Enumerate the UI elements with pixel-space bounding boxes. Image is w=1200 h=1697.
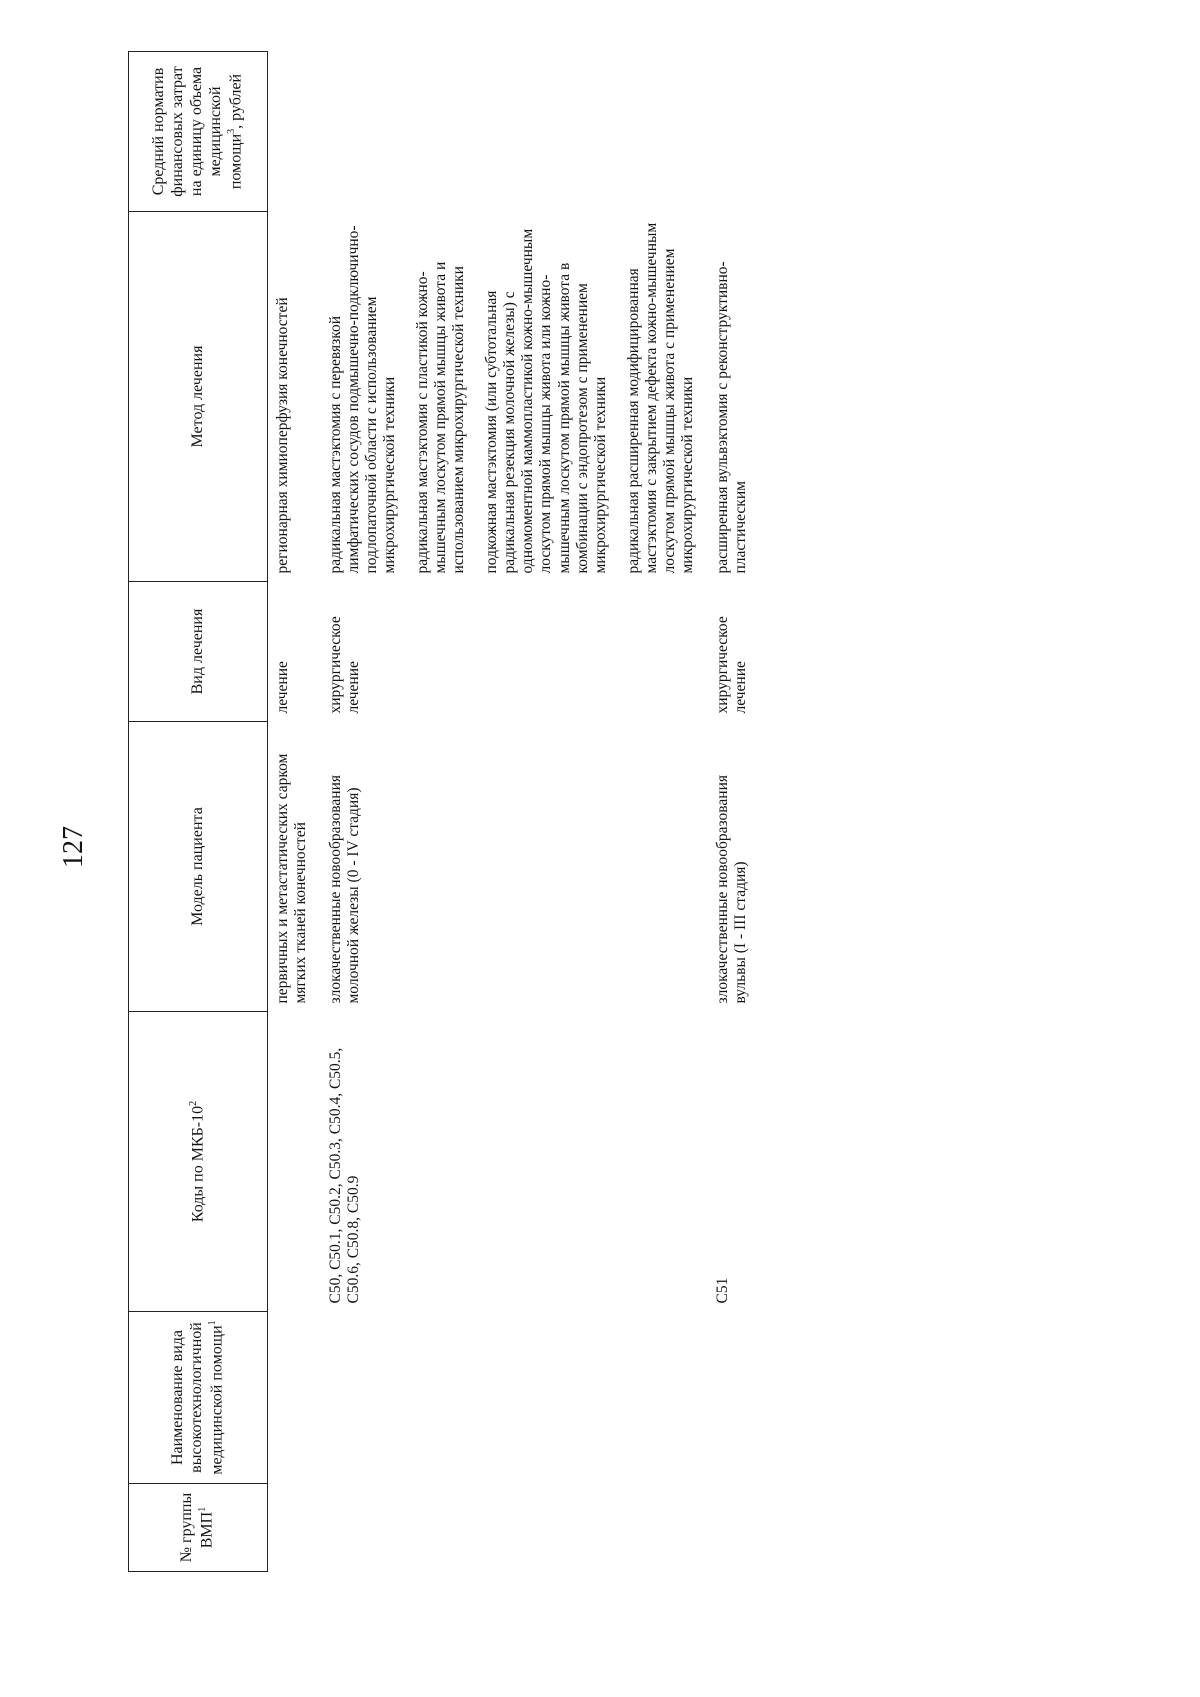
cell-icd-codes	[268, 1012, 321, 1312]
treatment-method-item: радикальная расширенная модифицированная мастэктомия с закрытием дефекта кожно-мышечным лоскутом прямой мышцы живота с применением микрохирургической техники	[624, 222, 697, 574]
table-header-row	[129, 52, 268, 1572]
header-care-type-name: Наименование вида высокотехнологичной медицинской помощи$^1$	[129, 1312, 268, 1484]
treatment-method-item: расширенная вульвэктомия с реконструктивно-пластическим	[713, 261, 749, 574]
cell-avg-cost	[708, 52, 761, 212]
cell-care-type-name	[708, 1312, 761, 1484]
cell-avg-cost	[268, 52, 321, 212]
cell-patient-model: злокачественные новообразования вульвы (I - III стадия)	[713, 774, 749, 1004]
cell-icd-codes: C50, C50.1, C50.2, C50.3, C50.4, C50.5, C50.6, C50.8, C50.9	[326, 1047, 362, 1304]
table-row	[708, 52, 761, 1572]
cell-treatment-kind: лечение	[274, 661, 291, 714]
cell-treatment-method	[321, 212, 708, 582]
vmp-table	[128, 51, 760, 1572]
treatment-method-item: регионарная химиоперфузия конечностей	[274, 297, 291, 574]
cell-group-no	[708, 1484, 761, 1572]
cell-care-type-name	[268, 1312, 321, 1484]
cell-treatment-method	[708, 212, 761, 582]
table-row	[321, 52, 708, 1572]
header-treatment-method: Метод лечения	[129, 212, 268, 582]
cell-avg-cost	[321, 52, 708, 212]
header-treatment-kind: Вид лечения	[129, 582, 268, 722]
cell-icd-codes: C51	[713, 1277, 731, 1304]
cell-treatment-kind: хирургическое лечение	[326, 616, 362, 714]
cell-patient-model: злокачественные новообразования молочной железы (0 - IV стадия)	[326, 774, 362, 1004]
cell-patient-model: первичных и метастатических сарком мягких тканей конечностей	[274, 753, 310, 1004]
cell-treatment-kind: хирургическое лечение	[713, 616, 749, 714]
cell-treatment-method	[268, 212, 321, 582]
cell-care-type-name	[321, 1312, 708, 1484]
header-avg-cost: Средний норматив финансовых затрат на единицу объема медицинской помощи$^3$, рублей	[129, 52, 268, 212]
treatment-method-item: радикальная мастэктомия с перевязкой лимфатических сосудов подмышечно-подключично-подлопаточной области с использованием микрохирургической техники	[326, 225, 399, 574]
cell-group-no	[321, 1484, 708, 1572]
header-icd-codes: Коды по МКБ-$10^2$	[129, 1012, 268, 1312]
treatment-method-item: подкожная мастэктомия (или субтотальная радикальная резекция молочной железы) с одномоментной маммопластикой кожно-мышечным лоскутом прямой мышцы живота или кожно-мышечным лоскутом прямой мышцы живота в комбинации с эндопротезом с применением микрохирургической техники	[482, 228, 610, 574]
cell-group-no	[268, 1484, 321, 1572]
table-row	[268, 52, 321, 1572]
header-group-no: № группы ВМП$^1$	[129, 1484, 268, 1572]
header-patient-model: Модель пациента	[129, 722, 268, 1012]
page-number: 127	[58, 826, 89, 868]
treatment-method-item: радикальная мастэктомия с пластикой кожно-мышечным лоскутом прямой мышцы живота и использованием микрохирургической техники	[413, 261, 468, 574]
